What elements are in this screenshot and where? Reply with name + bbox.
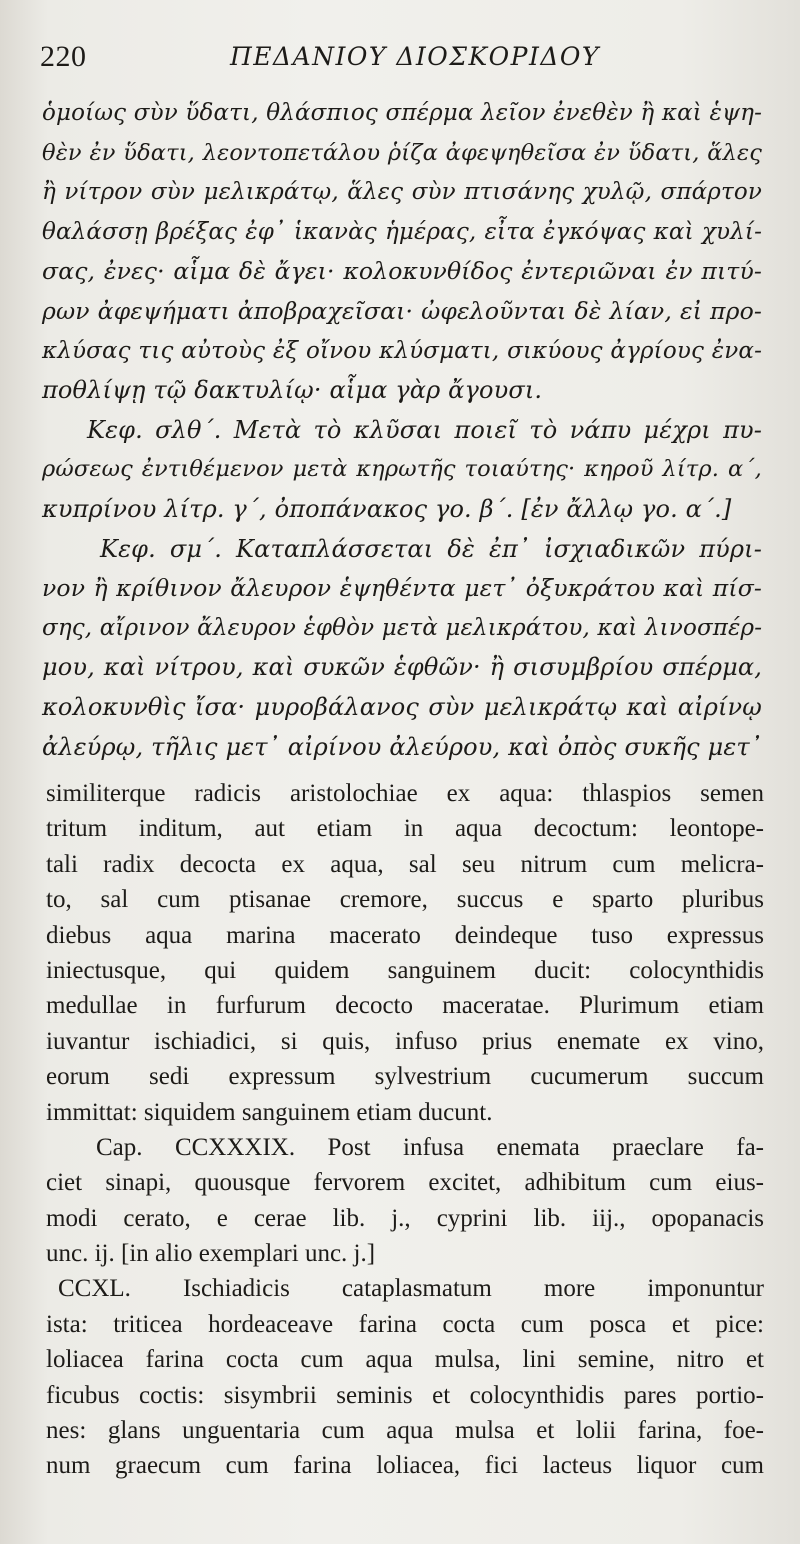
- greek-line: κολοκυνθὶς ἴσα· μυροβάλανος σὺν μελικράτῳ καὶ αἰρίνῳ: [42, 692, 762, 721]
- latin-line: diebus aqua marina macerato deindeque tuso expressus: [46, 921, 764, 949]
- running-title: ΠΕΔΑΝΙΟΥ ΔΙΟΣΚΟΡΙΔΟΥ: [230, 42, 600, 71]
- latin-line: unc. ij. [in alio exemplari unc. j.]: [46, 1240, 376, 1268]
- greek-line: κυπρίνου λίτρ. γ΄, ὀποπάνακος γο. β΄. [ἐν ἄλλῳ γο. α΄.]: [42, 494, 732, 523]
- latin-text-block: [46, 776, 764, 1484]
- greek-chapter-heading-239: Κεφ. σλθ΄. Μετὰ τὸ κλῦσαι ποιεῖ τὸ νάπυ μέχρι πυ-: [87, 415, 762, 444]
- greek-line: σας, ἐνες· αἷμα δὲ ἄγει· κολοκυνθίδος ἐντεριῶναι ἐν πιτύ-: [42, 257, 762, 286]
- latin-line: medullae in furfurum decocto maceratae. Plurimum etiam: [46, 992, 764, 1020]
- latin-line: ficubus coctis: sisymbrii seminis et colocynthidis pares portio-: [46, 1381, 764, 1409]
- page-header: [40, 36, 770, 84]
- greek-line: ἢ νίτρον σὺν μελικράτῳ, ἅλες σὺν πτισάνης χυλῷ, σπάρτον: [42, 179, 762, 206]
- latin-line: iniectusque, qui quidem sanguinem ducit: colocynthidis: [46, 956, 764, 984]
- greek-chapter-heading-240: Κεφ. σμ΄. Καταπλάσσεται δὲ ἐπ᾽ ἰσχιαδικῶν πύρι-: [100, 534, 762, 563]
- greek-line: θαλάσσῃ βρέξας ἐφ᾽ ἱκανὰς ἡμέρας, εἶτα ἐγκόψας καὶ χυλί-: [42, 218, 762, 245]
- latin-chapter-heading-239: Cap. CCXXXIX. Post infusa enemata praeclare fa-: [96, 1133, 764, 1161]
- greek-line: ρώσεως ἐντιθέμενον μετὰ κηρωτῆς τοιαύτης· κηροῦ λίτρ. α΄,: [42, 456, 762, 483]
- latin-chapter-heading-240: CCXL. Ischiadicis cataplasmatum more imponuntur: [58, 1275, 764, 1303]
- greek-line: ρων ἀφεψήματι ἀποβραχεῖσαι· ὠφελοῦνται δὲ λίαν, εἰ προ-: [42, 296, 762, 325]
- greek-line: κλύσας τις αὐτοὺς ἐξ οἴνου κλύσματι, σικύους ἀγρίους ἐνα-: [42, 337, 762, 364]
- latin-line: num graecum cum farina loliacea, fici lacteus liquor cum: [46, 1452, 764, 1480]
- page-number: 220: [40, 40, 87, 73]
- latin-line: tali radix decocta ex aqua, sal seu nitrum cum melicra-: [46, 850, 764, 878]
- latin-line: ista: triticea hordeaceave farina cocta cum posca et pice:: [46, 1310, 764, 1338]
- greek-line: θὲν ἐν ὕδατι, λεοντοπετάλου ῥίζα ἀφεψηθεῖσα ἐν ὕδατι, ἅλες: [42, 139, 762, 166]
- latin-line: iuvantur ischiadici, si quis, infuso prius enemate ex vino,: [46, 1027, 764, 1055]
- latin-line: eorum sedi expressum sylvestrium cucumerum succum: [46, 1063, 764, 1091]
- latin-line: similiterque radicis aristolochiae ex aqua: thlaspios semen: [46, 780, 764, 807]
- greek-line: ὁμοίως σὺν ὕδατι, θλάσπιος σπέρμα λεῖον ἐνεθὲν ἢ καὶ ἑψη-: [42, 100, 762, 126]
- latin-line: loliacea farina cocta cum aqua mulsa, lini semine, nitro et: [46, 1346, 764, 1374]
- greek-line: νον ἢ κρίθινον ἄλευρον ἑψηθέντα μετ᾽ ὀξυκράτου καὶ πίσ-: [42, 574, 762, 603]
- latin-line: ciet sinapi, quousque fervorem excitet, adhibitum cum eius-: [46, 1169, 764, 1197]
- latin-line: modi cerato, e cerae lib. j., cyprini lib. iij., opopanacis: [46, 1204, 764, 1232]
- greek-line: ἀλεύρῳ, τῆλις μετ᾽ αἰρίνου ἀλεύρου, καὶ ὀπὸς συκῆς μετ᾽: [42, 732, 762, 761]
- latin-line: to, sal cum ptisanae cremore, succus e sparto pluribus: [46, 886, 764, 914]
- greek-line: σης, αἴρινον ἄλευρον ἑφθὸν μετὰ μελικράτου, καὶ λινοσπέρ-: [42, 614, 763, 641]
- greek-text-block: [42, 94, 762, 767]
- latin-line: nes: glans unguentaria cum aqua mulsa et lolii farina, foe-: [46, 1417, 764, 1445]
- greek-line: ποθλίψῃ τῷ δακτυλίῳ· αἷμα γὰρ ἄγουσι.: [42, 376, 543, 405]
- latin-line: immittat: siquidem sanguinem etiam ducunt.: [46, 1098, 493, 1126]
- latin-line: tritum inditum, aut etiam in aqua decoctum: leontope-: [46, 815, 764, 843]
- greek-line: μου, καὶ νίτρου, καὶ συκῶν ἑφθῶν· ἢ σισυμβρίου σπέρμα,: [42, 653, 762, 682]
